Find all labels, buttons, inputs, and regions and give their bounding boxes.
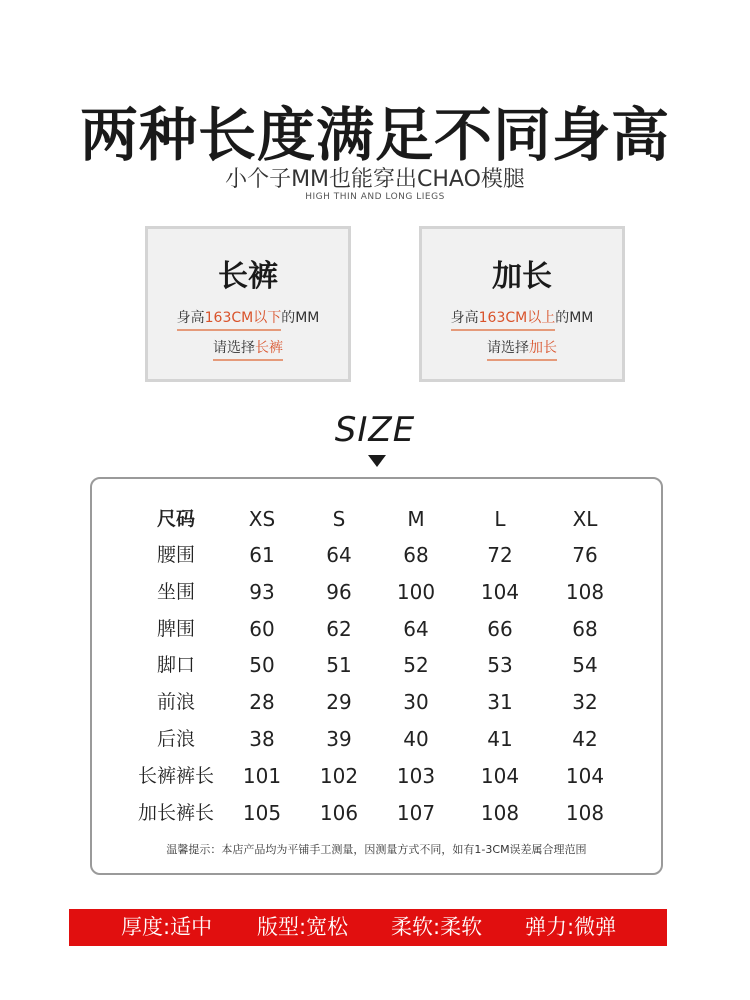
table-cell: 28 [249, 690, 275, 715]
table-cell: 104 [480, 579, 520, 604]
table-cell: 52 [403, 653, 429, 678]
table-cell: 93 [249, 579, 275, 604]
table-cell: 50 [249, 653, 275, 678]
table-cell: 96 [326, 579, 352, 604]
table-cell: 53 [487, 653, 513, 678]
card-choose-underline [213, 337, 283, 361]
card-height-value: 163CM以下 [204, 310, 282, 326]
table-row-label: 前浪 [156, 691, 195, 714]
page-title: 两种长度满足不同身高 [79, 101, 670, 169]
table-header-cell: L [494, 507, 506, 531]
card-choose-value: 加长 [529, 340, 557, 356]
table-row-label: 脾围 [156, 617, 195, 640]
table-row-label: 长裤裤长 [137, 764, 214, 787]
card-height-value: 163CM以上 [478, 310, 556, 326]
table-cell: 32 [572, 690, 598, 715]
card-choose-prefix: 请选择 [487, 340, 529, 356]
table-cell: 38 [249, 727, 275, 751]
table-cell: 60 [249, 616, 275, 641]
page-subtitle: 小个子MM也能穿出CHAO模腿 [225, 167, 525, 192]
card-height-prefix: 身高 [176, 310, 205, 326]
card-choose-prefix: 请选择 [213, 340, 255, 356]
table-row-label: 坐围 [156, 580, 195, 603]
table-cell: 102 [319, 763, 359, 788]
table-row-label: 加长裤长 [137, 801, 214, 824]
table-row [92, 795, 665, 831]
table-cell: 104 [480, 763, 520, 788]
table-cell: 107 [396, 800, 436, 825]
card-height-suffix: 的MM [281, 310, 320, 326]
triangle-down-icon [368, 455, 386, 467]
table-cell: 76 [572, 543, 598, 567]
long-pants-card [145, 226, 351, 382]
attribute-fit: 版型:宽松 [257, 915, 349, 939]
table-row [92, 647, 665, 683]
table-cell: 41 [487, 727, 513, 751]
table-row [92, 611, 665, 647]
table-cell: 68 [572, 616, 598, 641]
attribute-thickness: 厚度:适中 [121, 915, 213, 939]
table-cell: 104 [565, 763, 605, 788]
table-cell: 100 [396, 579, 436, 604]
table-cell: 68 [403, 543, 429, 567]
card-height-underline [451, 307, 556, 331]
size-table [90, 477, 663, 875]
table-cell: 54 [572, 653, 598, 678]
table-row-label: 后浪 [156, 728, 195, 750]
attributes-bar [69, 909, 667, 946]
table-cell: 72 [487, 543, 513, 567]
table-header-cell: XS [248, 507, 276, 531]
extended-length-card [419, 226, 625, 382]
card-choose-line [148, 337, 348, 357]
card-title: 加长 [492, 259, 552, 294]
table-header-cell: S [332, 507, 346, 531]
card-height-prefix: 身高 [450, 310, 479, 326]
table-cell: 64 [403, 616, 429, 641]
table-row [92, 537, 665, 573]
table-cell: 62 [326, 616, 352, 641]
size-heading: SIZE [334, 410, 416, 450]
table-cell: 108 [480, 800, 520, 825]
table-cell: 108 [565, 579, 605, 604]
table-cell: 42 [572, 727, 598, 751]
table-cell: 61 [249, 543, 275, 567]
card-height-underline [177, 307, 282, 331]
card-height-line [148, 307, 348, 327]
card-choose-line [422, 337, 622, 357]
card-height-suffix: 的MM [555, 310, 594, 326]
table-header-cell: 尺码 [156, 508, 195, 530]
table-cell: 31 [487, 690, 513, 715]
table-cell: 106 [319, 800, 359, 825]
table-cell: 101 [242, 763, 282, 788]
table-cell: 51 [326, 653, 352, 678]
measurement-note: 温馨提示：本店产品均为平铺手工测量，因测量方式不同，如有1-3CM误差属合理范围 [166, 843, 587, 856]
card-height-line [422, 307, 622, 327]
table-cell: 64 [326, 543, 352, 567]
page-subtitle-english: HIGH THIN AND LONG LIEGS [305, 192, 445, 202]
table-row [92, 758, 665, 794]
table-cell: 66 [487, 616, 513, 641]
table-row-label: 脚口 [156, 654, 195, 677]
table-row [92, 574, 665, 610]
card-choose-value: 长裤 [255, 340, 283, 356]
table-header-cell: M [407, 507, 425, 531]
card-title: 长裤 [218, 259, 278, 294]
table-row [92, 721, 665, 757]
table-cell: 30 [403, 690, 429, 715]
table-row-label: 腰围 [156, 544, 195, 566]
table-header-cell: XL [572, 507, 598, 531]
table-cell: 29 [326, 690, 352, 715]
table-cell: 103 [396, 763, 436, 788]
table-cell: 105 [242, 800, 282, 825]
table-cell: 39 [326, 727, 352, 751]
table-cell: 108 [565, 800, 605, 825]
table-row [92, 684, 665, 720]
attribute-softness: 柔软:柔软 [391, 915, 483, 939]
table-header-row [92, 501, 665, 537]
card-choose-underline [487, 337, 557, 361]
attribute-elasticity: 弹力:微弹 [525, 915, 617, 939]
table-cell: 40 [403, 727, 429, 751]
